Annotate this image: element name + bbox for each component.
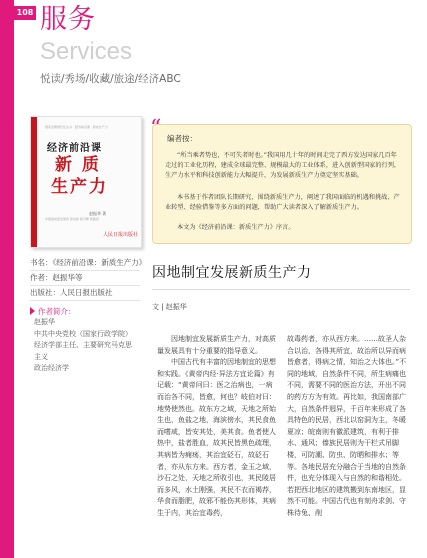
book-publisher: 出版社：人民日报出版社 [30, 286, 140, 301]
book-series-text: 国家治理现代化丛书 · 经济前沿课 · 新质生产力 [45, 125, 108, 129]
book-name: 书名：《经济前沿课：新质生产力》 [30, 256, 140, 271]
author-intro-line: 赵振华 [34, 318, 55, 326]
author-intro-line: 中共中央党校（国家行政学院） [34, 329, 132, 338]
section-subtitle: 悦读/秀场/收藏/旅途/经济ABC [40, 73, 181, 85]
section-title-en: Services [40, 38, 133, 65]
book-spine [31, 117, 37, 247]
author-intro-line: 政治经济学 [34, 364, 69, 372]
editor-note-paragraph: 本文为《经济前沿课：新质生产力》序言。 [177, 224, 295, 231]
book-cover [30, 116, 142, 248]
book-cover-title-3: 生产力 [51, 177, 108, 197]
page-number: 108 [14, 6, 36, 20]
article-column-2 [287, 334, 407, 520]
editor-note-title: 编者按： [167, 134, 197, 143]
author-intro [30, 305, 134, 375]
section-title-cn: 服务 [40, 4, 96, 35]
author-intro-line: 经济学部主任、主要研究马克思主义 [34, 341, 132, 361]
book-cover-title-2: 新 质 [55, 155, 101, 175]
quote-mark-icon: “ [150, 116, 162, 141]
book-cover-author: 赵振华 著 [89, 211, 107, 216]
article-title: 因地制宜发展新质生产力 [152, 265, 312, 281]
editor-note-paragraph: “所当乘者势也，不可失者时也。”我国用几十年的时间走完了西方发达国家几百年走过的工业化历程，建成全球最完整、规模最大的工业体系，进入创新型国家的行列，生产力水平和科技创新能力大幅提升，为发展新质生产力奠定坚实基础。 [165, 152, 401, 179]
article-column-1 [157, 334, 277, 520]
article-paragraph: 因地制宜发展新质生产力，对高质量发展具有十分重要的指导意义。 [157, 335, 276, 355]
book-cover-tagline: 中国高质量发展的 新动能 新引擎 新路径 [45, 217, 99, 221]
side-accent-bar [0, 0, 14, 558]
book-author: 作者：赵振华等 [30, 271, 140, 286]
title-divider [152, 289, 410, 290]
book-info [30, 256, 147, 301]
article-paragraph: 故毒药者，亦从西方来。……故圣人杂合以治，各得其所宜，故治所以异而病皆愈者，得病之情，知治之大体也。”不同的地域，自然条件不同，所生病痛也不同，需要不同的医治方法，开出不同的药方方为有效。再比如，我国南部广大，自然条件迥异，千百年来形成了各具特色的民居，西北以窑洞为主，冬暖夏凉；皖南则有徽派建筑，有利于排水、通风；傣族民居则为干栏式吊脚楼，可防潮、防虫、防晒和排水；等等。各地民居充分融合于当地的自然条件，也充分体现入与自然的和谐相处。若把西北地区的建筑搬到东南地区，显然不可能。中国古代也有刻舟求剑、守株待兔、削 [287, 335, 407, 517]
triangle-icon [30, 307, 35, 315]
publisher-logo: 人民日报出版社 [103, 232, 139, 238]
author-intro-label: 作者简介： [38, 306, 76, 316]
book-cover-title: 经济前沿课 [47, 143, 102, 154]
editor-note-paragraph: 本书基于作者团队长期研究，围绕新质生产力，阐述了我国面临的机遇和挑战、产业转型、经验借鉴等多方面的问题，帮助广大读者深入了解新质生产力。 [165, 194, 400, 211]
article-byline: 文 | 赵振华 [152, 303, 187, 311]
article-paragraph: 中国古代有丰富的因地制宜的思想和实践。《黄帝内经·异法方宜论篇》有记载：“黄帝问曰：医之治病也，一病而治各不同，皆愈，何也？岐伯对曰：地势使然也。故东方之域，天地之所始生也，鱼盐之地，海滨傍水，其民食鱼而嗜咸，皆安其处，美其食。鱼者使人热中，盐者胜血，故其民皆黑色疏理，其病皆为痈疡，其治宜砭石，故砭石者，亦从东方来。西方者，金玉之域，沙石之处，天地之所收引也，其民陵居而多风，水土刚强，其民不衣而褐荐，华食而脂肥，故邪不能伤其形体，其病生于内，其治宜毒药， [157, 358, 276, 517]
editor-note [150, 116, 412, 244]
author-intro-heading [30, 305, 134, 317]
